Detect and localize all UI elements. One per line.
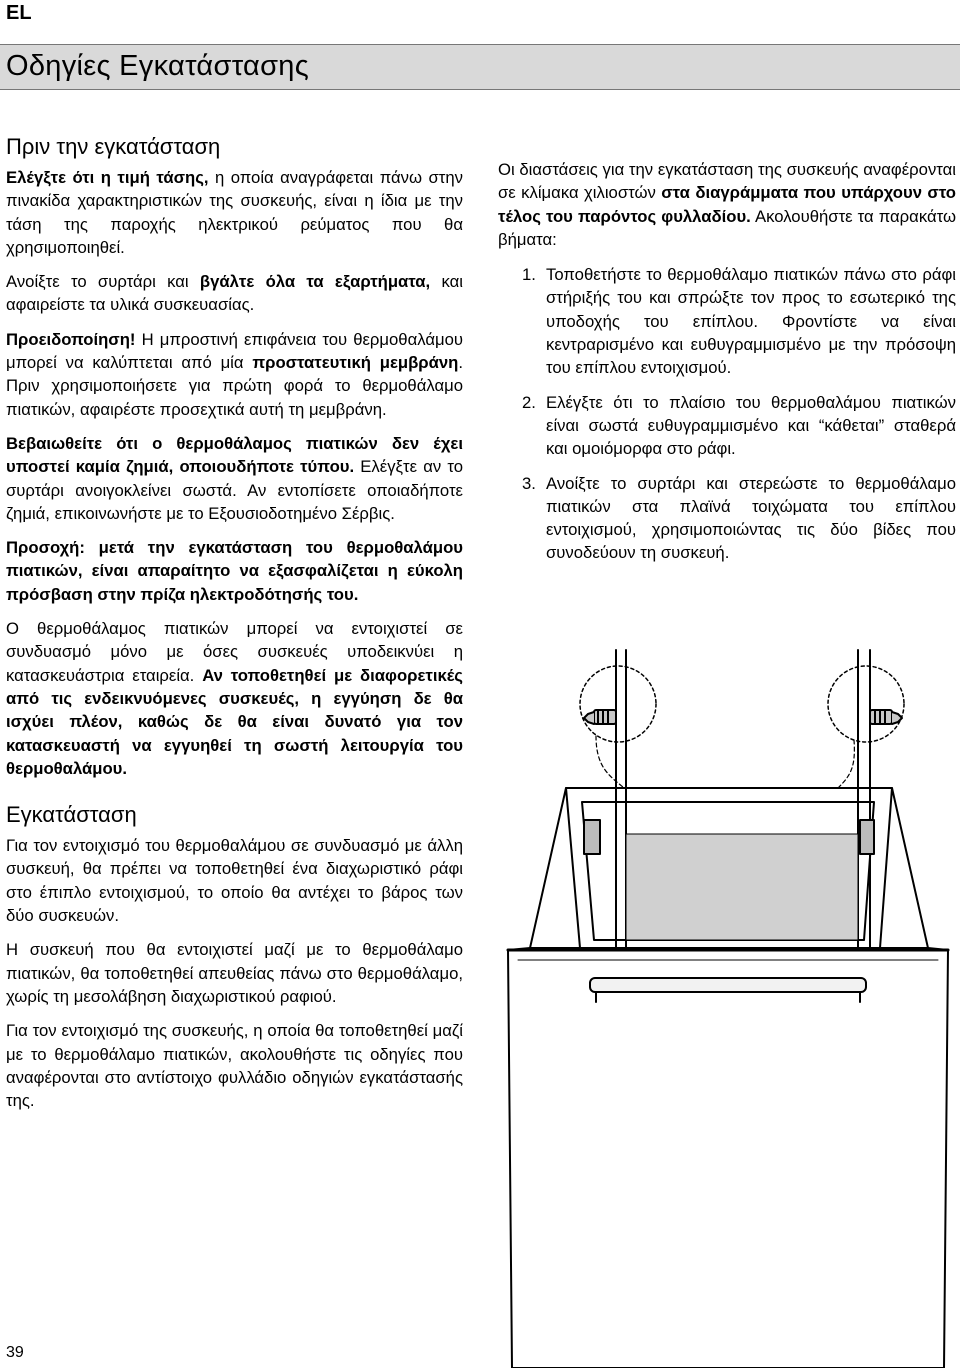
paragraph-other-instructions: [6, 1019, 463, 1112]
bold-run: στα διαγράμματα που υπάρχουν στο τέλος του παρόντος φυλλαδίου.: [498, 183, 956, 226]
bold-run: Προειδοποίηση!: [6, 329, 136, 349]
paragraph-compatible-appliances: [6, 617, 463, 780]
detail-circle-right: [828, 666, 904, 742]
text-run: και αφαιρείστε τα υλικά συσκευασίας.: [6, 272, 463, 315]
text-run: Ελέγξτε αν το συρτάρι ανοιγοκλείνει σωστά. Αν εντοπίσετε οποιαδήποτε ζημιά, επικοινωνήστε με το Εξουσιοδοτημένο Σέρβις.: [6, 457, 463, 523]
bold-run: Ελέγξτε ότι η τιμή τάσης,: [6, 168, 209, 187]
page-number: 39: [6, 1344, 24, 1361]
bold-run: βγάλτε όλα τα εξαρτήματα,: [199, 272, 431, 292]
paragraph-stacked-appliance: [6, 938, 463, 1008]
install-step: [498, 391, 956, 461]
cabinet-wall-left: [616, 650, 626, 948]
step-number: 3.: [522, 473, 536, 493]
text-run: Ακολουθήστε τα παρακάτω βήματα:: [498, 206, 956, 249]
installation-diagram: [500, 648, 956, 1368]
text-run: Για τον εντοιχισμό της συσκευής, η οποία θα τοποθετηθεί μαζί με το θερμοθάλαμο πιατικών, ακολουθήστε τις οδηγίες που αναφέρονται στο αντίστοιχο φυλλάδιο οδηγιών εγκατάστασής της.: [6, 1021, 463, 1111]
install-step: [498, 263, 956, 379]
step-text: Ελέγξτε ότι το πλαίσιο του θερμοθαλάμου πιατικών είναι σωστά ευθυγραμμισμένο και “κάθεται” σταθερά και ομοιόμορφα στο ράφι.: [546, 392, 956, 459]
text-run: Η μπροστινή επιφάνεια του θερμοθαλάμου μπορεί να καλύπτεται από μία: [6, 329, 463, 373]
left-column: [6, 134, 463, 1123]
screw-icon-right: [870, 710, 902, 724]
paragraph-warning-film: [6, 328, 463, 421]
bold-run: Προσοχή: μετά την εγκατάσταση του θερμοθαλάμου πιατικών, είναι απαραίτητο να εξασφαλίζεται η εύκολη πρόσβαση στην πρίζα ηλεκτροδότησής του.: [6, 538, 463, 604]
step-number: 1.: [522, 265, 536, 285]
step-text: Ανοίξτε το συρτάρι και στερεώστε το θερμοθάλαμο πιατικών στα πλαϊνά τοιχώματα του επίπλου εντοιχισμού, χρησιμοποιώντας τις δύο βίδες που συνοδεύουν τη συσκευή.: [546, 473, 956, 563]
section-heading-before-install: Πριν την εγκατάσταση: [6, 134, 221, 159]
right-column: [498, 158, 956, 576]
text-run: η οποία αναγράφεται πάνω στην πινακίδα χαρακτηριστικών της συσκευής, είναι η ίδια με την τάση της παροχής ηλεκτρικού ρεύματος που θα χρησιμοποιηθεί.: [6, 168, 463, 257]
title-bar: [0, 44, 960, 90]
paragraph-open-drawer: [6, 270, 463, 317]
language-code: EL: [6, 2, 32, 24]
text-run: Οι διαστάσεις για την εγκατάσταση της συσκευής αναφέρονται σε κλίμακα χιλιοστών: [498, 160, 956, 203]
page-title: Οδηγίες Εγκατάστασης: [6, 50, 310, 82]
paragraph-damage-check: [6, 432, 463, 525]
text-run: Ανοίξτε το συρτάρι και: [6, 272, 200, 292]
paragraph-dimensions-intro: [498, 158, 956, 251]
paragraph-separating-shelf: [6, 834, 463, 927]
text-run: Για τον εντοιχισμό του θερμοθαλάμου σε συνδυασμό με άλλη συσκευή, θα πρέπει να τοποθετηθεί ένα διαχωριστικό ράφι στο έπιπλο εντοιχισμού, το οποίο θα αντέχει το βάρος των δύο συσκευών.: [6, 836, 463, 926]
bold-run: Βεβαιωθείτε ότι ο θερμοθάλαμος πιατικών δεν έχει υποστεί καμία ζημιά, οποιουδήποτε τύπου.: [6, 433, 463, 477]
paragraph-socket-access: [6, 536, 463, 606]
bold-run: προστατευτική μεμβράνη: [252, 353, 459, 373]
drawer-front-panel: [508, 948, 948, 1368]
bold-run: Αν τοποθετηθεί με διαφορετικές από τις ενδεικνυόμενες συσκευές, η εγγύηση δε θα ισχύει πλέον, καθώς δε θα είναι δυνατό για τον κατασκευαστή να εγγυηθεί τη σωστή λειτουργία του θερμοθαλάμου.: [6, 665, 463, 778]
text-run: Η συσκευή που θα εντοιχιστεί μαζί με το θερμοθάλαμο πιατικών, θα τοποθετηθεί απευθείας πάνω στο θερμοθάλαμο, χωρίς τη μεσολάβηση διαχωριστικού ραφιού.: [6, 940, 463, 1006]
step-number: 2.: [522, 392, 536, 412]
screw-icon-left: [584, 710, 616, 724]
text-run: Ο θερμοθάλαμος πιατικών μπορεί να εντοιχιστεί σε συνδυασμό μόνο με όσες συσκευές υποδεικνύει η κατασκευάστρια εταιρεία.: [6, 619, 463, 685]
step-text: Τοποθετήστε το θερμοθάλαμο πιατικών πάνω στο ράφι στήριξής του και σπρώξτε τον προς το εσωτερικό της υποδοχής του επίπλου. Φροντίστε να είναι κεντραρισμένο και ευθυγραμμισμένο με την πρόσοψη του επίπλου εντοιχισμού.: [546, 265, 956, 378]
detail-circle-left: [580, 666, 656, 742]
text-run: . Πριν χρησιμοποιήσετε για πρώτη φορά το θερμοθάλαμο πιατικών, αφαιρέστε προσεχτικά αυτή τη μεμβράνη.: [6, 353, 463, 419]
install-step: [498, 472, 956, 565]
section-heading-installation: Εγκατάσταση: [6, 802, 137, 828]
cabinet-wall-right: [858, 650, 870, 948]
paragraph-voltage-check: [6, 166, 463, 259]
install-steps-list: [498, 263, 956, 565]
